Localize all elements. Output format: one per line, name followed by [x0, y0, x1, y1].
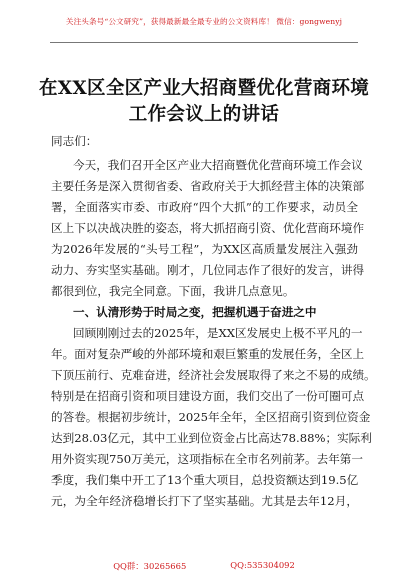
paragraph-line: 元，为全年经济稳增长打下了坚实基础。尤其是去年12月， [51, 494, 358, 508]
paragraph-line: 年。面对复杂严峻的外部环境和艰巨繁重的发展任务，全区上 [51, 347, 365, 361]
paragraph-line: 都很到位，我完全同意。下面，我讲几点意见。 [51, 284, 295, 298]
paragraph-line: 季度，我们集中开工了13个重大项目，总投资额达到19.5亿 [51, 473, 359, 487]
footer-qq-group: QQ群：30265665 [113, 561, 187, 571]
document-title-line-1: 在XX区全区产业大招商暨优化营商环境 [38, 78, 370, 99]
salutation: 同志们： [51, 134, 98, 148]
paragraph-line: 署，全面落实市委、市政府“四个大抓”的工作要求，动员全 [51, 200, 358, 214]
paragraph-line: 今天，我们召开全区产业大招商暨优化营商环境工作会议 [73, 158, 363, 172]
footer-qq: QQ:535304092 [230, 560, 295, 570]
header-banner [0, 0, 408, 42]
paragraph-line: 主要任务是深入贯彻省委、省政府关于大抓经营主体的决策部 [51, 179, 365, 193]
section-heading: 一、认清形势于时局之变，把握机遇于奋进之中 [73, 305, 317, 319]
paragraph-line: 回顾刚刚过去的2025年，是XX区发展史上极不平凡的一 [73, 326, 363, 340]
paragraph-line: 区上下以决战决胜的姿态，将大抓招商引资、优化营商环境作 [51, 221, 365, 235]
paragraph-line: 的答卷。根据初步统计，2025年全年，全区招商引资到位资金 [51, 410, 371, 424]
paragraph-line: 下顶压前行、克难奋进，经济社会发展取得了来之不易的成绩。 [51, 368, 376, 382]
paragraph-line: 用外资实现750万美元，这项指标在全市名列前茅。去年第一 [51, 452, 363, 466]
paragraph-line: 为2026年发展的“头号工程”，为XX区高质量发展注入强劲 [51, 242, 358, 256]
paragraph-line: 动力、夯实坚实基础。刚才，几位同志作了很好的发言，讲得 [51, 263, 365, 277]
paragraph-line: 特别是在招商引资和项目建设方面，我们交出了一份可圈可点 [51, 389, 365, 403]
document-title-line-2: 工作会议上的讲话 [128, 104, 280, 125]
footer-contact-bar [0, 560, 408, 574]
paragraph-line: 达到28.03亿元，其中工业到位资金占比高达78.88%；实际利 [51, 431, 372, 445]
header-banner-text: 关注头条号“公文研究”，获得最新最全最专业的公文资料库！ 微信：gongwenyj [65, 16, 343, 26]
header-divider [50, 42, 358, 43]
